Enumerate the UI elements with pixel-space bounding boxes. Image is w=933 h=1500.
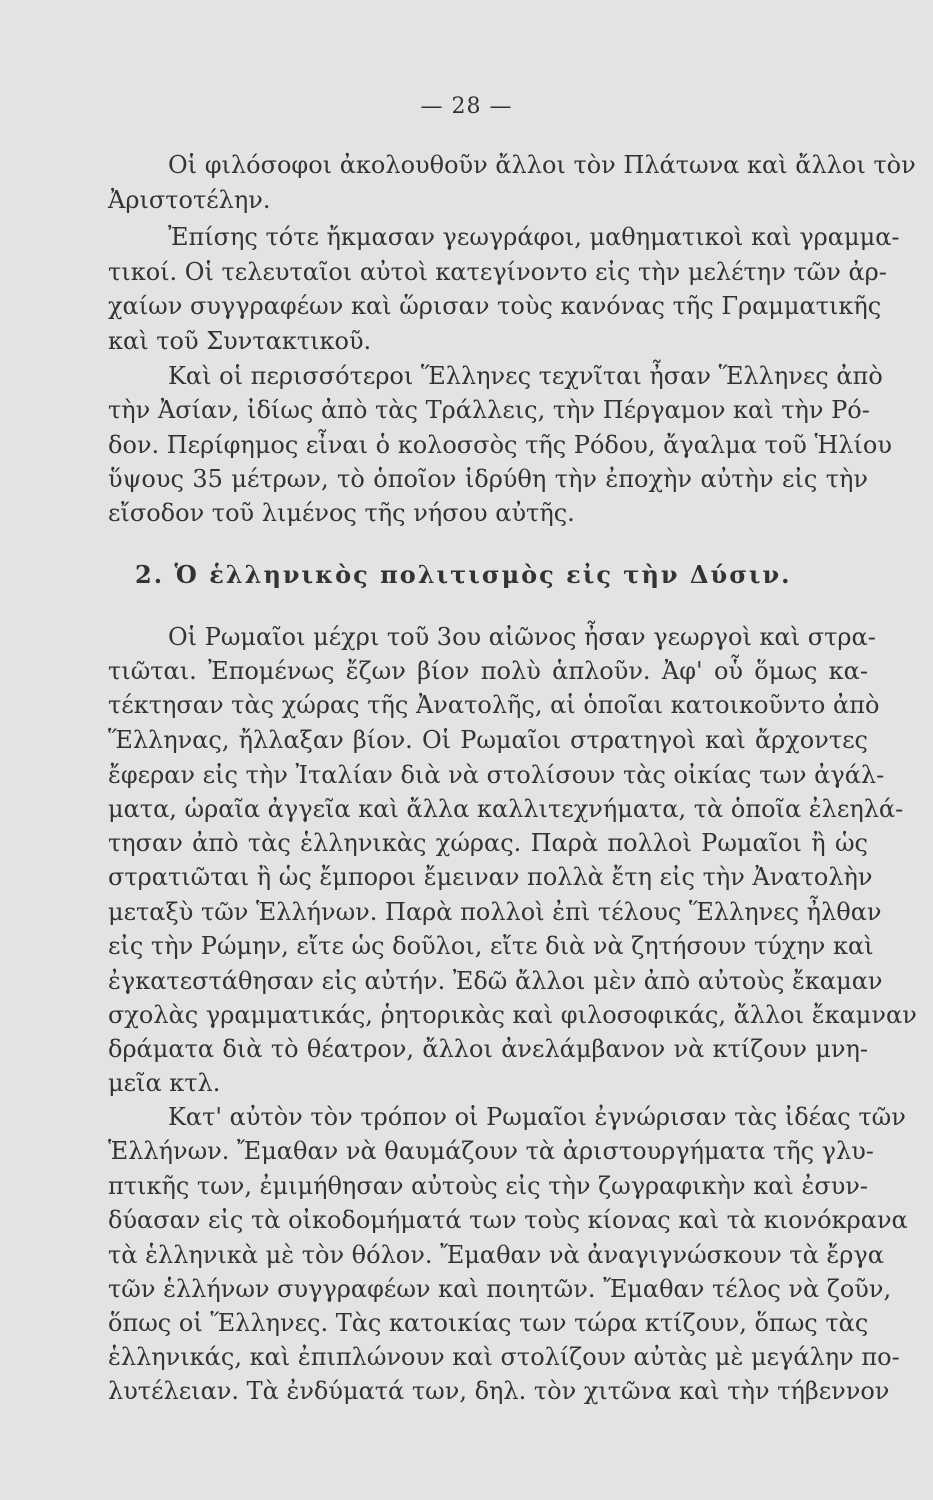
text-line: Οἱ φιλόσοφοι ἀκολουθοῦν ἄλλοι τὸν Πλάτωνα καὶ ἄλλοι τὸν bbox=[168, 151, 916, 179]
text-line: τέκτησαν τὰς χώρας τῆς Ἀνατολῆς, αἱ ὁποῖαι κατοικοῦντο ἀπὸ bbox=[108, 691, 880, 719]
text-line: μεταξὺ τῶν Ἑλλήνων. Παρὰ πολλοὶ ἐπὶ τέλους Ἕλληνες ἦλθαν bbox=[108, 898, 882, 926]
text-line: Οἱ Ρωμαῖοι μέχρι τοῦ 3ου αἰῶνος ἦσαν γεωργοὶ καὶ στρα- bbox=[168, 623, 876, 651]
text-line: Ἀριστοτέλην. bbox=[108, 186, 271, 214]
text-line: Ἕλληνας, ἤλλαξαν βίον. Οἱ Ρωμαῖοι στρατηγοὶ καὶ ἄρχοντες bbox=[108, 726, 868, 754]
text-line: ἐγκατεστάθησαν εἰς αὐτήν. Ἐδῶ ἄλλοι μὲν ἀπὸ αὐτοὺς ἔκαμαν bbox=[108, 967, 883, 995]
text-line: τιῶται. Ἐπομένως ἔζων βίον πολὺ ἁπλοῦν. Ἀφ' οὗ ὅμως κα- bbox=[108, 657, 868, 685]
text-line: πτικῆς των, ἐμιμήθησαν αὐτοὺς εἰς τὴν ζωγραφικὴν καὶ ἐσυν- bbox=[108, 1172, 868, 1200]
text-line: τικοί. Οἱ τελευταῖοι αὐτοὶ κατεγίνοντο εἰς τὴν μελέτην τῶν ἀρ- bbox=[108, 258, 887, 286]
text-line: ὅπως οἱ Ἕλληνες. Τὰς κατοικίας των τώρα κτίζουν, ὅπως τὰς bbox=[108, 1309, 869, 1337]
text-line: εἰς τὴν Ρώμην, εἴτε ὡς δοῦλοι, εἴτε διὰ νὰ ζητήσουν τύχην καὶ bbox=[108, 932, 874, 960]
section-heading: 2. Ὁ ἑλληνικὸς πολιτισμὸς εἰς τὴν Δύσιν. bbox=[135, 560, 792, 589]
text-line: Ἑλλήνων. Ἔμαθαν νὰ θαυμάζουν τὰ ἀριστουργήματα τῆς γλυ- bbox=[108, 1137, 874, 1165]
text-line: εἴσοδον τοῦ λιμένος τῆς νήσου αὐτῆς. bbox=[108, 499, 575, 527]
text-line: δον. Περίφημος εἶναι ὁ κολοσσὸς τῆς Ρόδου, ἄγαλμα τοῦ Ἡλίου bbox=[108, 431, 892, 459]
text-line: δύασαν εἰς τὰ οἰκοδομήματά των τοὺς κίονας καὶ τὰ κιονόκρανα bbox=[108, 1206, 908, 1234]
text-line: δράματα διὰ τὸ θέατρον, ἄλλοι ἀνελάμβανον νὰ κτίζουν μνη- bbox=[108, 1035, 868, 1063]
text-line: χαίων συγγραφέων καὶ ὥρισαν τοὺς κανόνας τῆς Γραμματικῆς bbox=[108, 292, 882, 320]
text-line: τὴν Ἀσίαν, ἰδίως ἀπὸ τὰς Τράλλεις, τὴν Πέργαμον καὶ τὴν Ρό- bbox=[108, 396, 870, 424]
text-line: λυτέλειαν. Τὰ ἐνδύματά των, δηλ. τὸν χιτῶνα καὶ τὴν τήβεννον bbox=[108, 1377, 890, 1405]
text-line: ματα, ὡραῖα ἀγγεῖα καὶ ἄλλα καλλιτεχνήματα, τὰ ὁποῖα ἐλεηλά- bbox=[108, 795, 904, 823]
text-line: Κατ' αὐτὸν τὸν τρόπον οἱ Ρωμαῖοι ἐγνώρισαν τὰς ἰδέας τῶν bbox=[168, 1103, 906, 1131]
text-line: ὕψους 35 μέτρων, τὸ ὁποῖον ἱδρύθη τὴν ἐποχὴν αὐτὴν εἰς τὴν bbox=[108, 465, 868, 493]
text-line: στρατιῶται ἢ ὡς ἔμποροι ἔμειναν πολλὰ ἔτη εἰς τὴν Ἀνατολὴν bbox=[108, 863, 873, 891]
text-line: καὶ τοῦ Συντακτικοῦ. bbox=[108, 327, 372, 355]
page-number: — 28 — bbox=[420, 94, 513, 119]
text-line: Ἐπίσης τότε ἤκμασαν γεωγράφοι, μαθηματικοὶ καὶ γραμμα- bbox=[168, 223, 900, 251]
text-line: ἔφεραν εἰς τὴν Ἰταλίαν διὰ νὰ στολίσουν τὰς οἰκίας των ἀγάλ- bbox=[108, 761, 885, 789]
text-line: μεῖα κτλ. bbox=[108, 1069, 221, 1097]
text-line: τῶν ἑλλήνων συγγραφέων καὶ ποιητῶν. Ἔμαθαν τέλος νὰ ζοῦν, bbox=[108, 1275, 892, 1303]
text-line: σχολὰς γραμματικάς, ῥητορικὰς καὶ φιλοσοφικάς, ἄλλοι ἔκαμναν bbox=[108, 1001, 917, 1029]
text-line: ἑλληνικάς, καὶ ἐπιπλώνουν καὶ στολίζουν αὐτὰς μὲ μεγάλην πο- bbox=[108, 1343, 900, 1371]
text-line: τησαν ἀπὸ τὰς ἑλληνικὰς χώρας. Παρὰ πολλοὶ Ρωμαῖοι ἢ ὡς bbox=[108, 829, 868, 857]
text-line: Καὶ οἱ περισσότεροι Ἕλληνες τεχνῖται ἦσαν Ἕλληνες ἀπὸ bbox=[168, 362, 883, 390]
text-line: τὰ ἑλληνικὰ μὲ τὸν θόλον. Ἔμαθαν νὰ ἀναγιγνώσκουν τὰ ἔργα bbox=[108, 1241, 884, 1269]
